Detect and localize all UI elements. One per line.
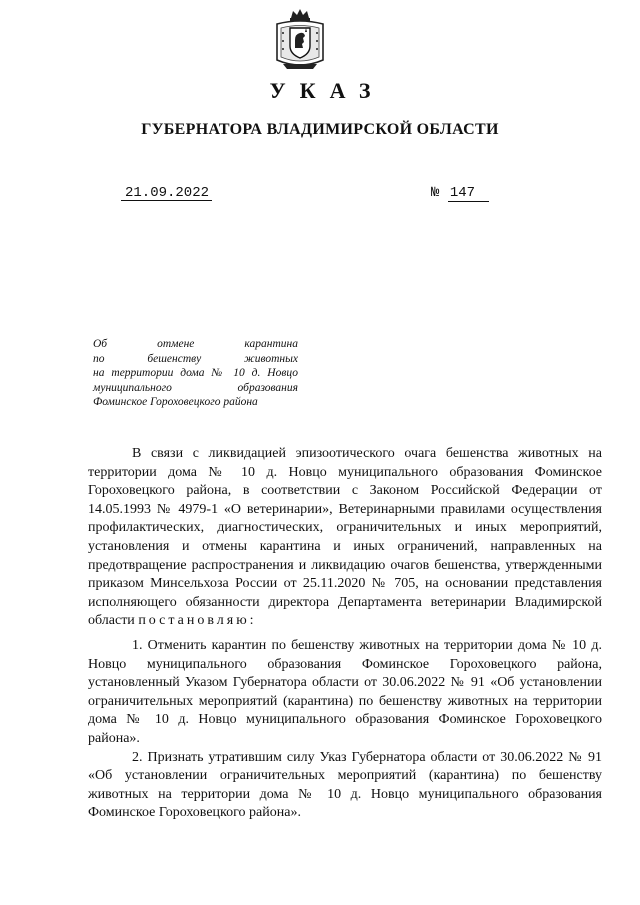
document-subtitle: ГУБЕРНАТОРА ВЛАДИМИРСКОЙ ОБЛАСТИ: [141, 121, 499, 138]
subject-line: муниципального образования: [93, 381, 298, 394]
subject-line: по бешенству животных: [93, 352, 298, 365]
number-value: 147: [448, 185, 489, 202]
decree-word: постановляю:: [138, 613, 257, 629]
coat-of-arms-icon: [273, 8, 327, 72]
document-title: УКАЗ: [269, 78, 385, 103]
preamble-paragraph: [88, 445, 602, 631]
subject-line: Об отмене карантина: [93, 338, 298, 350]
number-sign: №: [431, 185, 440, 201]
decree-date: 21.09.2022: [121, 186, 212, 201]
subject-line: Фоминское Гороховецкого района: [93, 396, 258, 409]
decree-item: 2. Признать утратившим силу Указ Губернатора области от 30.06.2022 № 91 «Об установлении ограничительных мероприятий (карантина) по бешенству животных на территории дома № 10 д. Новцо муниципального образования Фоминское Гороховецкого района».: [88, 749, 602, 821]
decree-body: [88, 445, 602, 823]
decree-subject: [93, 337, 298, 410]
subject-line: на территории дома № 10 д. Новцо: [93, 367, 298, 380]
decree-number: [431, 186, 489, 200]
decree-item: 1. Отменить карантин по бешенству животных на территории дома № 10 д. Новцо муниципального образования Фоминское Гороховецкого района, установленный Указом Губернатора области от 30.06.2022 № 91 «Об установлении ограничительных мероприятий (карантина) по бешенству животных на территории дома № 10 д. Новцо муниципального образования Фоминское Гороховецкого района».: [88, 637, 602, 746]
preamble-text: В связи с ликвидацией эпизоотического очага бешенства животных на территории дома № 10 д. Новцо муниципального образования Фоминское Гороховецкого района, в соответствии с Законом Российской Федерации от 14.05.1993 № 4979-1 «О ветеринарии», Ветеринарными правилами осуществления профилактических, диагностических, ограничительных и иных мероприятий, установления и отмены карантина и иных ограничений, направленных на предотвращение распространения и ликвидацию очагов бешенства, утвержденными приказом Минсельхоза России от 25.11.2020 № 705, на основании представления исполняющего обязанности директора Департамента ветеринарии Владимирской области: [88, 446, 602, 629]
